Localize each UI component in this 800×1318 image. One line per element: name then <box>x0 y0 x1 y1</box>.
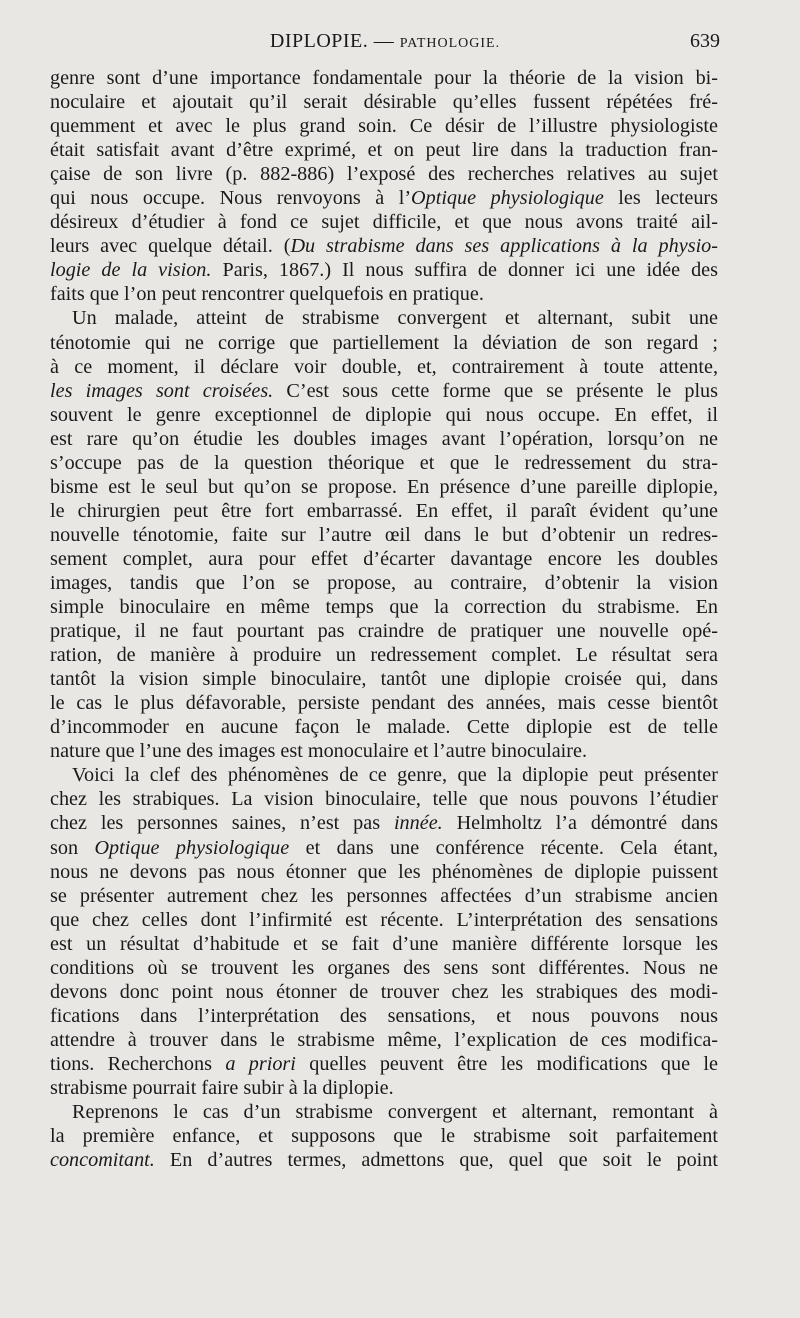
italic-text: concomitant. <box>50 1149 155 1172</box>
text-line <box>50 379 718 403</box>
text-segment: chez les strabiques. La vision binoculaire, telle que nous pouvons l’étudier <box>50 788 718 811</box>
text-line <box>50 210 718 234</box>
text-line <box>50 114 718 138</box>
text-line <box>50 980 718 1004</box>
text-segment: simple binoculaire en même temps que la correction du strabisme. En <box>50 596 718 619</box>
text-line <box>50 787 718 811</box>
text-segment: pratique, il ne faut pourtant pas craindre de pratiquer une nouvelle opé- <box>50 620 718 643</box>
text-line <box>50 547 718 571</box>
text-segment: devons donc point nous étonner de trouver chez les strabiques des modi- <box>50 980 718 1003</box>
running-head <box>50 30 720 60</box>
text-line <box>50 186 718 210</box>
text-line <box>50 499 718 523</box>
running-title-separator: — <box>373 30 395 52</box>
text-segment: le chirurgien peut être fort embarrassé. En effet, il paraît évident qu’une <box>50 499 718 522</box>
text-line <box>50 234 718 258</box>
text-segment: çaise de son livre (p. 882-886) l’exposé des recherches relatives au sujet <box>50 163 718 186</box>
text-segment: Helmholtz l’a démontré dans <box>442 812 718 835</box>
text-line <box>50 427 718 451</box>
text-segment: d’incommoder en aucune façon le malade. Cette diplopie est de telle <box>50 716 718 739</box>
text-line <box>50 619 718 643</box>
text-segment: à ce moment, il déclare voir double, et, contrairement à toute attente, <box>50 355 718 378</box>
text-line <box>50 836 718 860</box>
text-segment: les lecteurs <box>603 187 718 210</box>
text-segment: genre sont d’une importance fondamentale pour la théorie de la vision bi- <box>50 67 718 89</box>
text-segment: nous ne devons pas nous étonner que les phénomènes de diplopie puissent <box>50 860 718 883</box>
text-line <box>50 306 718 330</box>
text-line <box>50 595 718 619</box>
text-line <box>50 1052 718 1076</box>
italic-text: innée. <box>393 812 443 835</box>
text-line <box>50 956 718 980</box>
text-line <box>50 66 718 90</box>
page-number: 639 <box>690 30 720 52</box>
running-title-sub: PATHOLOGIE. <box>399 36 501 51</box>
running-title-main: DIPLOPIE. <box>269 30 369 52</box>
text-segment: tantôt la vision simple binoculaire, tantôt une diplopie croisée qui, dans <box>50 668 718 691</box>
text-segment: noculaire et ajoutait qu’il serait désirable qu’elles fussent répétées fré- <box>50 91 718 114</box>
text-line <box>50 90 718 114</box>
text-segment: nature que l’une des images est monoculaire et l’autre binoculaire. <box>50 740 587 763</box>
text-segment: le cas le plus défavorable, persiste pendant des années, mais cesse bientôt <box>50 692 718 715</box>
text-line <box>50 1100 718 1124</box>
text-segment: tions. Recherchons <box>50 1052 226 1075</box>
text-segment: quelles peuvent être les modifications que le <box>295 1052 718 1075</box>
text-line <box>50 811 718 835</box>
text-segment: et dans une conférence récente. Cela étant, <box>289 836 719 859</box>
text-segment: son <box>50 836 95 859</box>
text-segment: désireux d’étudier à fond ce sujet difficile, et que nous avons traité ail- <box>50 211 718 234</box>
text-line <box>50 643 718 667</box>
italic-text: a priori <box>225 1052 296 1075</box>
italic-text: Optique physiologique <box>94 836 290 859</box>
text-segment: Un malade, atteint de strabisme convergent et alternant, subit une <box>72 307 718 330</box>
text-segment: sement complet, aura pour effet d’écarter davantage encore les doubles <box>50 547 718 570</box>
text-segment: ration, de manière à produire un redressement complet. Le résultat sera <box>50 644 718 667</box>
text-segment: est rare qu’on étudie les doubles images avant l’opération, lorsqu’on ne <box>50 427 718 450</box>
text-line <box>50 523 718 547</box>
body-text <box>50 66 718 1172</box>
text-line <box>50 403 718 427</box>
text-segment: que chez celles dont l’infirmité est récente. L’interprétation des sensations <box>50 908 718 931</box>
text-segment: souvent le genre exceptionnel de diplopie qui nous occupe. En effet, il <box>50 403 718 426</box>
text-line <box>50 162 718 186</box>
text-line <box>50 860 718 884</box>
text-line <box>50 691 718 715</box>
text-line <box>50 667 718 691</box>
text-segment: nouvelle ténotomie, faite sur l’autre œil dans le but d’obtenir un redres- <box>50 523 718 546</box>
text-line <box>50 451 718 475</box>
text-segment: strabisme pourrait faire subir à la diplopie. <box>50 1076 394 1099</box>
italic-text: les images sont croisées. <box>50 379 274 402</box>
text-segment: C’est sous cette forme que se présente le plus <box>273 379 718 402</box>
running-title <box>50 30 720 53</box>
italic-text: Optique physiologique <box>411 187 604 210</box>
text-segment: était satisfait avant d’être exprimé, et on peut lire dans la traduction fran- <box>50 139 718 162</box>
text-segment: est un résultat d’habitude et se fait d’une manière différente lorsque les <box>50 932 718 955</box>
text-segment: quemment et avec le plus grand soin. Ce désir de l’illustre physiologiste <box>50 115 718 138</box>
text-segment: se présenter autrement chez les personnes affectées d’un strabisme ancien <box>50 884 718 907</box>
text-segment: attendre à trouver dans le strabisme même, l’explication de ces modifica- <box>50 1028 718 1051</box>
text-line <box>50 355 718 379</box>
text-line <box>50 884 718 908</box>
text-line <box>50 571 718 595</box>
text-line <box>50 1028 718 1052</box>
italic-text: Du strabisme dans ses applications à la physio- <box>290 235 718 258</box>
text-line <box>50 715 718 739</box>
text-segment: conditions où se trouvent les organes des sens sont différentes. Nous ne <box>50 956 718 979</box>
text-segment: fications dans l’interprétation des sensations, et nous pouvons nous <box>50 1004 718 1027</box>
text-segment: bisme est le seul but qu’on se propose. En présence d’une pareille diplopie, <box>50 475 718 498</box>
text-segment: leurs avec quelque détail. ( <box>50 235 291 258</box>
text-segment: la première enfance, et supposons que le strabisme soit parfaitement <box>50 1125 718 1148</box>
text-line <box>50 1124 718 1148</box>
text-line <box>50 932 718 956</box>
text-segment: faits que l’on peut rencontrer quelquefois en pratique. <box>50 283 484 306</box>
text-line <box>50 908 718 932</box>
text-line <box>50 763 718 787</box>
text-segment: Reprenons le cas d’un strabisme convergent et alternant, remontant à <box>72 1101 718 1124</box>
text-segment: qui nous occupe. Nous renvoyons à l’ <box>50 187 412 210</box>
text-line <box>50 739 718 763</box>
italic-text: logie de la vision. <box>50 259 212 282</box>
text-segment: ténotomie qui ne corrige que partiellement la déviation de son regard ; <box>50 331 718 354</box>
text-line <box>50 331 718 355</box>
text-segment: En d’autres termes, admettons que, quel que soit le point <box>154 1149 718 1172</box>
text-line <box>50 475 718 499</box>
text-line <box>50 1148 718 1172</box>
text-segment: s’occupe pas de la question théorique et que le redressement du stra- <box>50 451 718 474</box>
text-segment: Paris, 1867.) Il nous suffira de donner ici une idée des <box>211 259 719 282</box>
text-line <box>50 1076 718 1100</box>
text-line <box>50 258 718 282</box>
text-line <box>50 282 718 306</box>
text-segment: chez les personnes saines, n’est pas <box>50 812 394 835</box>
text-segment: Voici la clef des phénomènes de ce genre, que la diplopie peut présenter <box>72 764 718 787</box>
text-line <box>50 138 718 162</box>
text-line <box>50 1004 718 1028</box>
text-segment: images, tandis que l’on se propose, au contraire, d’obtenir la vision <box>50 571 718 594</box>
